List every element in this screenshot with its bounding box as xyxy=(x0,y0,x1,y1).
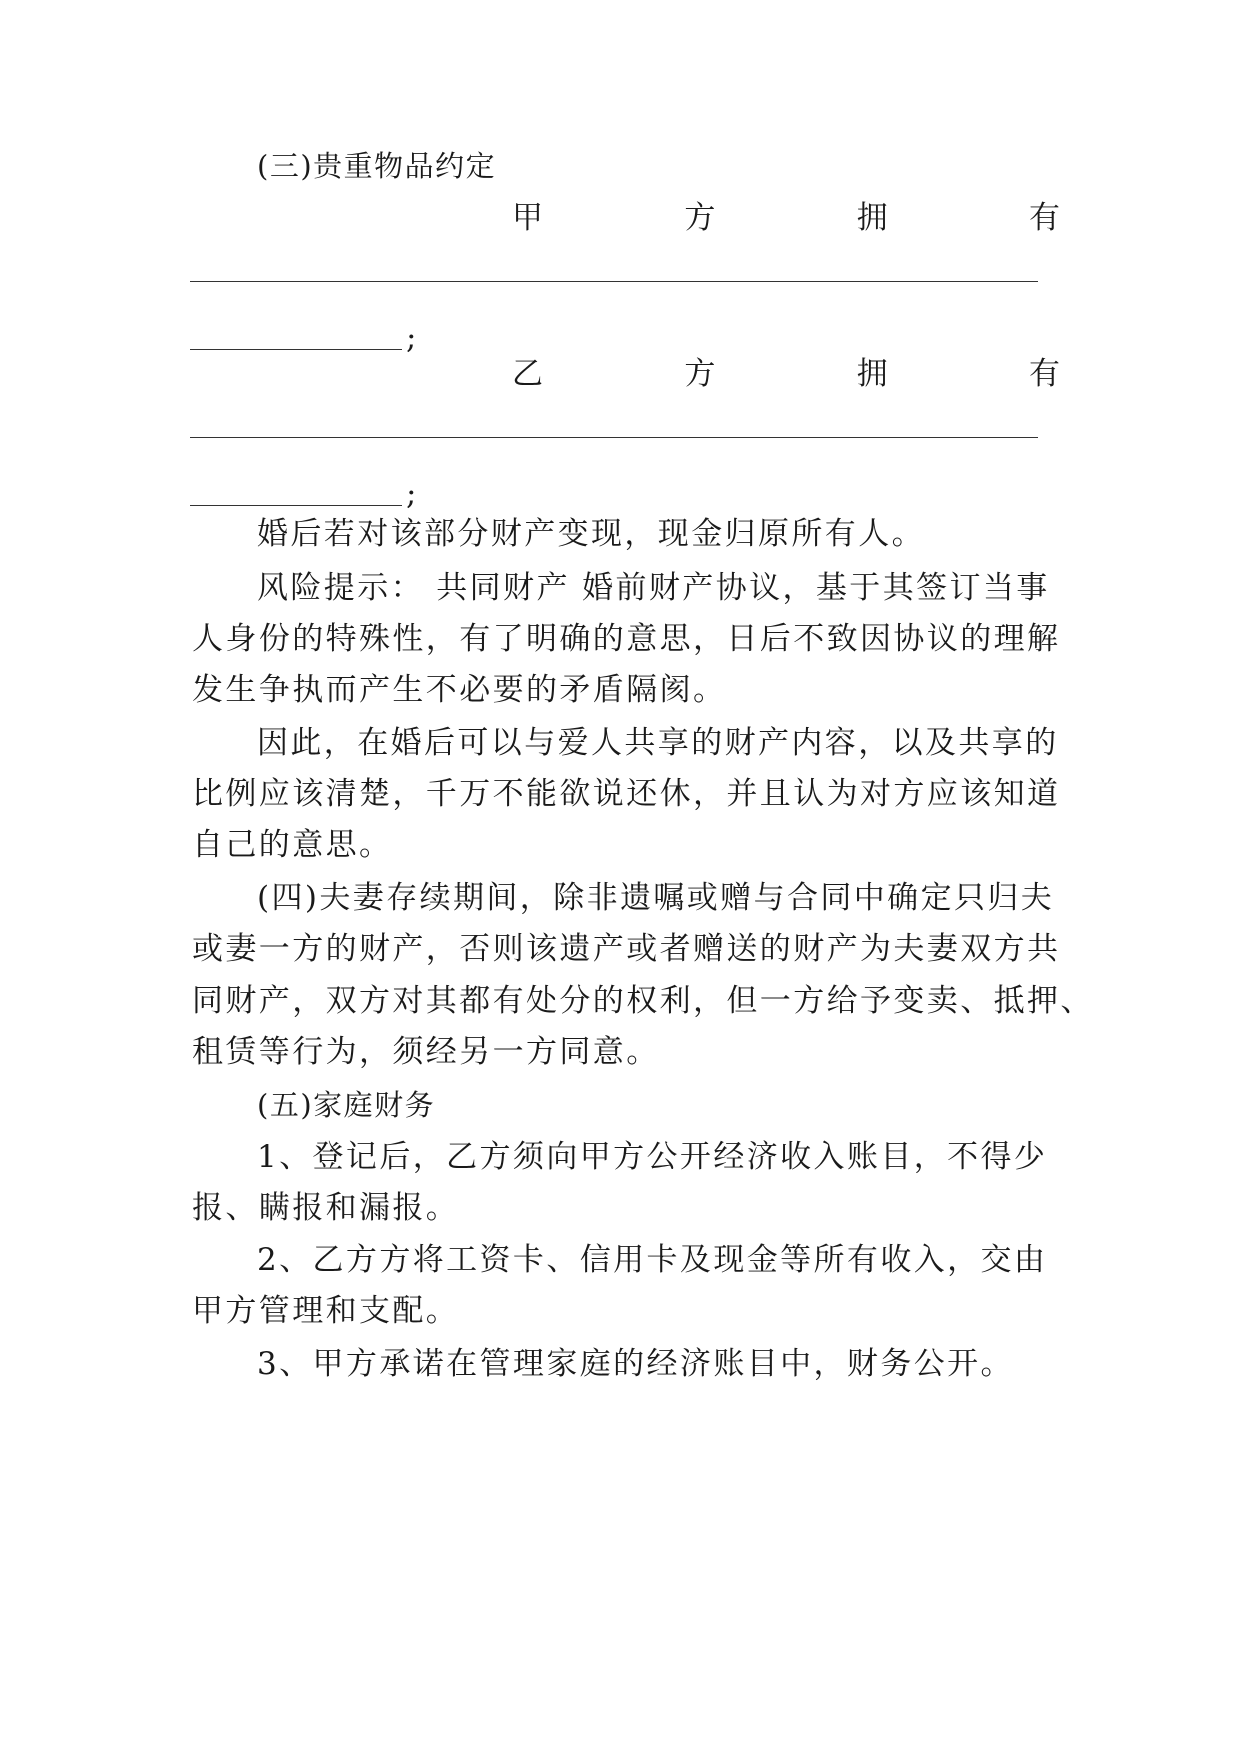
section-4-line-2: 或妻一方的财产，否则该遗产或者赠送的财产为夫妻双方共 xyxy=(192,931,1061,967)
section-3-heading: (三)贵重物品约定 xyxy=(257,149,497,183)
party-a-owns-line xyxy=(512,198,1060,238)
finance-item-2-line-2: 甲方管理和支配。 xyxy=(192,1293,460,1329)
semicolon: ; xyxy=(406,476,417,512)
finance-item-1-line-2: 报、瞒报和漏报。 xyxy=(192,1190,460,1226)
party-b-char: 拥 xyxy=(856,356,888,392)
finance-item-3: 3、甲方承诺在管理家庭的经济账目中，财务公开。 xyxy=(257,1346,1014,1382)
paragraph-therefore-line-3: 自己的意思。 xyxy=(192,827,393,863)
risk-tip-line-2: 人身份的特殊性，有了明确的意思，日后不致因协议的理解 xyxy=(192,621,1061,657)
party-b-char: 方 xyxy=(684,356,716,392)
section-5-heading: (五)家庭财务 xyxy=(257,1088,436,1122)
semicolon: ; xyxy=(406,320,417,356)
section-4-line-4: 租赁等行为，须经另一方同意。 xyxy=(192,1034,660,1070)
party-b-blank-line xyxy=(190,437,1038,438)
party-a-blank-line xyxy=(190,281,1038,282)
finance-item-2-line-1: 2、乙方方将工资卡、信用卡及现金等所有收入，交由 xyxy=(257,1242,1048,1278)
party-b-blank-short xyxy=(190,505,402,506)
party-a-blank-short xyxy=(190,349,402,350)
party-a-char: 方 xyxy=(684,200,716,236)
party-a-blank-end xyxy=(190,318,416,358)
finance-item-1-line-1: 1、登记后，乙方须向甲方公开经济收入账目，不得少 xyxy=(257,1139,1048,1175)
section-4-line-3: 同财产，双方对其都有处分的权利，但一方给予变卖、抵押、 xyxy=(192,983,1094,1019)
party-b-char: 有 xyxy=(1028,356,1060,392)
paragraph-cash-ownership: 婚后若对该部分财产变现，现金归原所有人。 xyxy=(257,516,925,552)
party-a-char: 拥 xyxy=(856,200,888,236)
paragraph-therefore-line-2: 比例应该清楚，千万不能欲说还休，并且认为对方应该知道 xyxy=(192,776,1061,812)
party-b-blank-end xyxy=(190,474,416,514)
risk-tip-line-3: 发生争执而产生不必要的矛盾隔阂。 xyxy=(192,672,727,708)
paragraph-therefore-line-1: 因此，在婚后可以与爱人共享的财产内容，以及共享的 xyxy=(257,725,1059,761)
party-b-char: 乙 xyxy=(512,356,543,392)
party-a-char: 甲 xyxy=(512,200,543,236)
section-4-line-1: (四)夫妻存续期间，除非遗嘱或赠与合同中确定只归夫 xyxy=(257,880,1055,916)
party-a-char: 有 xyxy=(1028,200,1060,236)
risk-tip-line-1: 风险提示： 共同财产 婚前财产协议，基于其签订当事 xyxy=(257,570,1050,606)
party-b-owns-line xyxy=(512,354,1060,394)
